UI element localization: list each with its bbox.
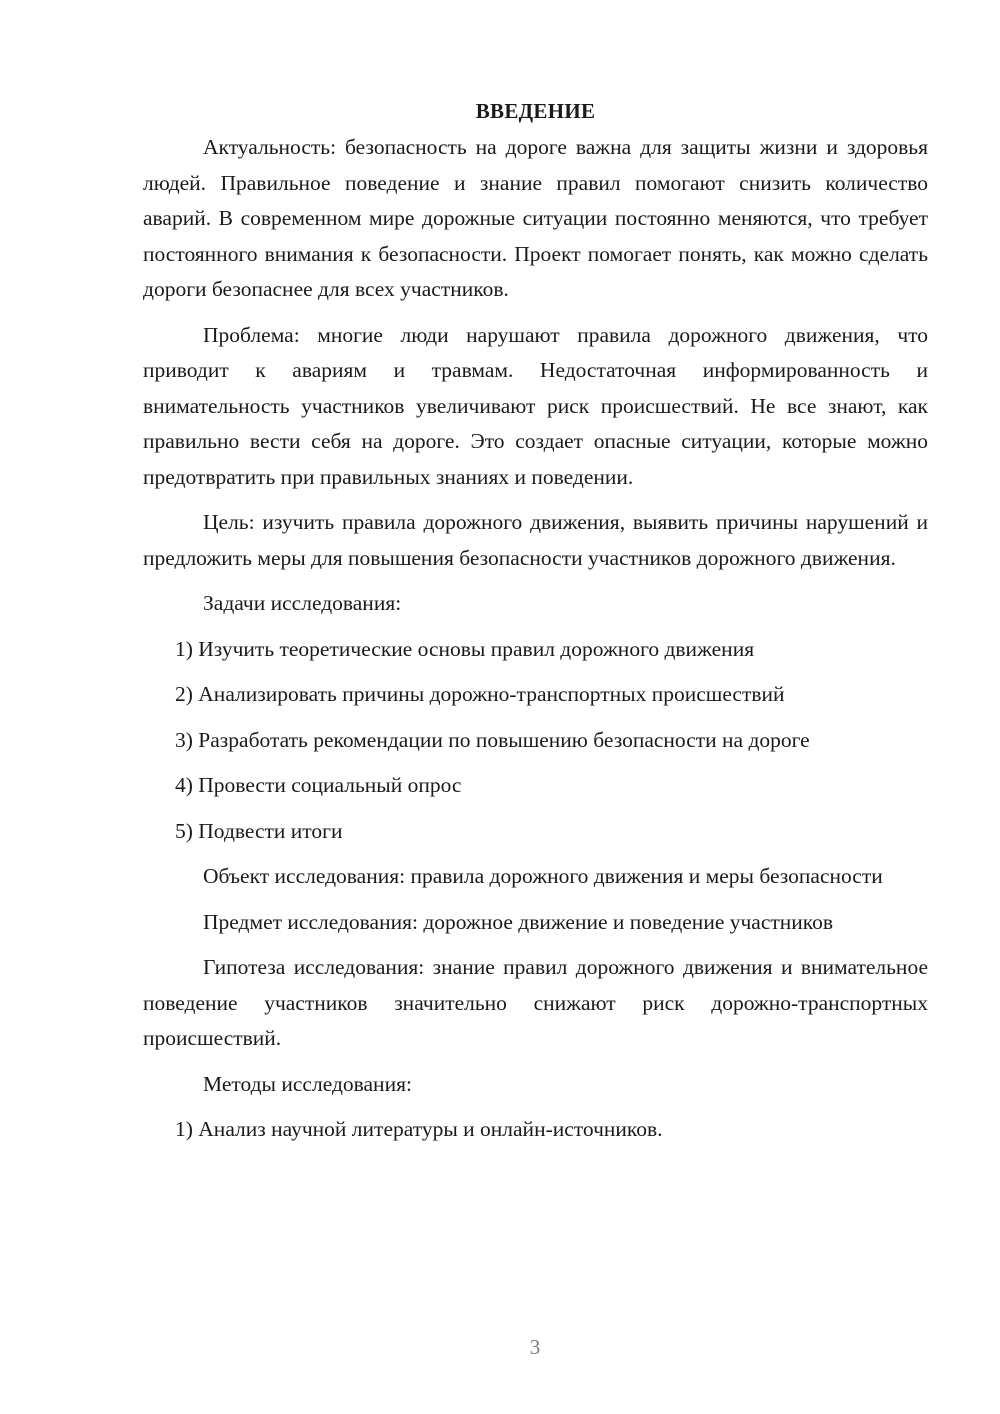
list-item: 4) Провести социальный опрос <box>175 773 462 797</box>
object-paragraph: Объект исследования: правила дорожного движения и меры безопасности <box>203 864 883 888</box>
page-content <box>143 96 928 1158</box>
page-number: 3 <box>529 1335 541 1359</box>
section-heading: ВВЕДЕНИЕ <box>475 99 596 123</box>
list-item: 1) Изучить теоретические основы правил дорожного движения <box>175 636 755 661</box>
relevance-paragraph: Актуальность: безопасность на дороге важна для защиты жизни и здоровья людей. Правильное поведение и знание правил помогают снизить количество аварий. В современном мире дорожные ситуации постоянно меняются, что требует постоянного внимания к безопасности. Проект помогает понять, как можно сделать дороги безопаснее для всех участников. <box>143 135 928 301</box>
list-item: 3) Разработать рекомендации по повышению безопасности на дороге <box>175 727 810 752</box>
goal-paragraph: Цель: изучить правила дорожного движения, выявить причины нарушений и предложить меры для повышения безопасности участников дорожного движения. <box>143 510 928 570</box>
list-item: 2) Анализировать причины дорожно-транспортных происшествий <box>175 682 785 706</box>
subject-paragraph: Предмет исследования: дорожное движение и поведение участников <box>203 909 834 934</box>
methods-title: Методы исследования: <box>203 1071 412 1096</box>
tasks-list <box>143 632 928 850</box>
methods-list <box>143 1112 928 1148</box>
list-item: 1) Анализ научной литературы и онлайн-источников. <box>175 1117 663 1141</box>
hypothesis-paragraph: Гипотеза исследования: знание правил дорожного движения и внимательное поведение участников значительно снижают риск дорожно-транспортных происшествий. <box>143 955 928 1050</box>
tasks-title: Задачи исследования: <box>203 591 402 615</box>
problem-paragraph: Проблема: многие люди нарушают правила дорожного движения, что приводит к авариям и травмам. Недостаточная информированность и внимательность участников увеличивают риск происшествий. Не все знают, как правильно вести себя на дороге. Это создает опасные ситуации, которые можно предотвратить при правильных знаниях и поведении. <box>143 322 928 489</box>
list-item: 5) Подвести итоги <box>175 818 343 843</box>
